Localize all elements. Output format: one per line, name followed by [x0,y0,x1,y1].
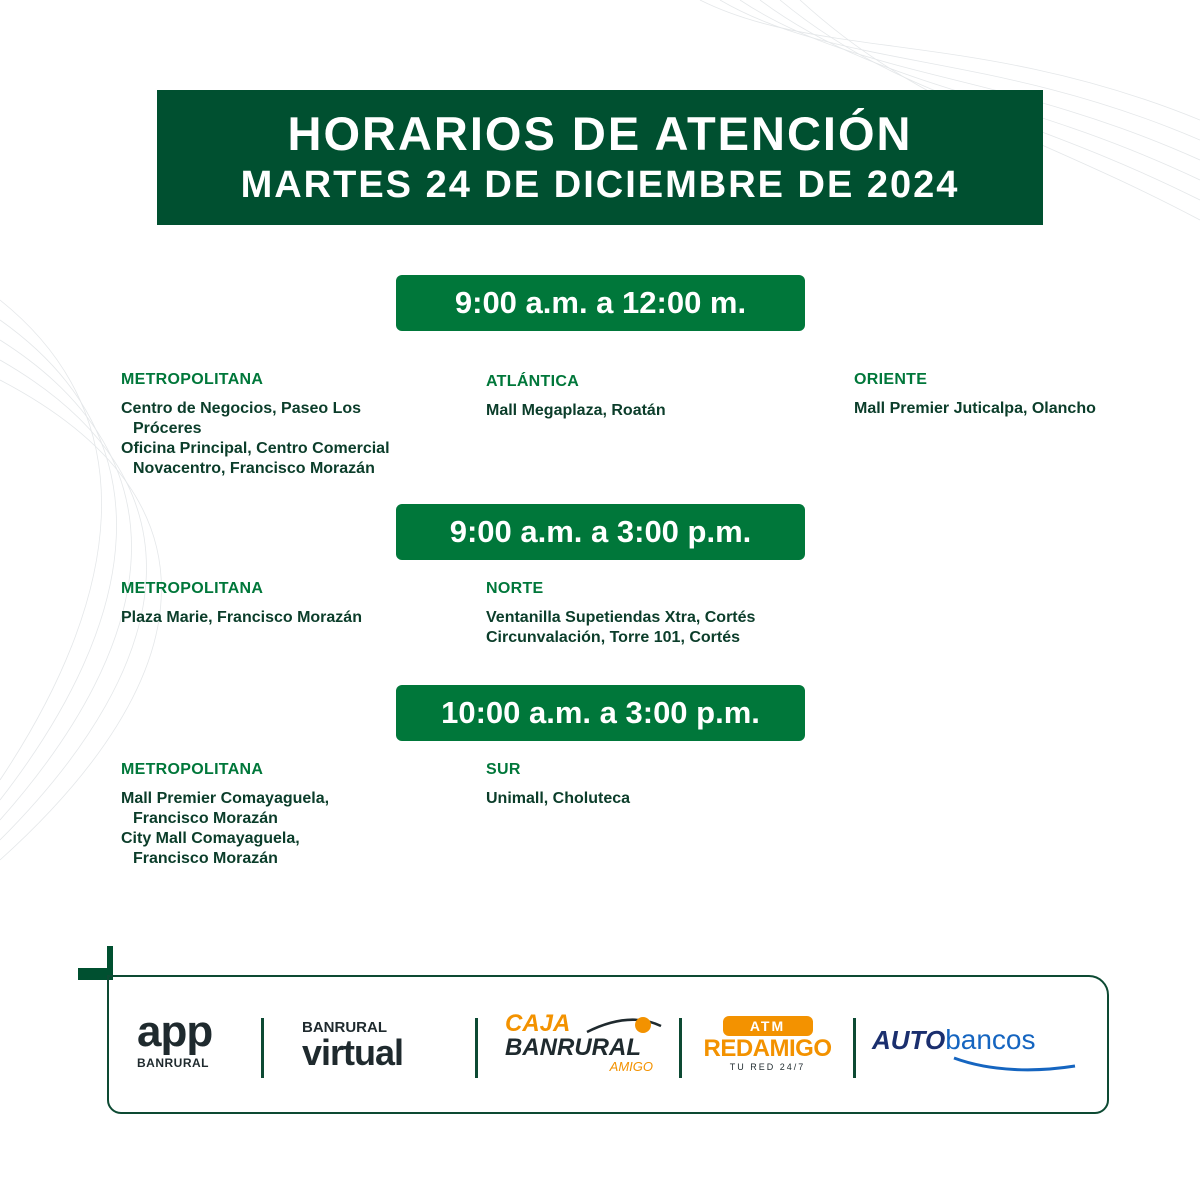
sun-swoosh-icon [585,1014,663,1036]
region-block [121,580,421,628]
banrural-virtual-logo [302,1019,452,1073]
branch-item: Mall Premier Comayaguela, Francisco Morazán [121,790,330,827]
header-title: HORARIOS DE ATENCIÓN [287,107,913,160]
app-banrural-logo [137,1007,237,1078]
region-block [121,761,351,869]
time-pill-3: 10:00 a.m. a 3:00 p.m. [396,685,805,741]
logo-separator [475,1018,478,1078]
caja-logo-sub: AMIGO [609,1059,653,1074]
region-name: NORTE [486,580,544,597]
region-name: METROPOLITANA [121,371,264,388]
region-name: ORIENTE [854,371,928,388]
region-name: METROPOLITANA [121,761,264,778]
region-block [854,371,1174,419]
branch-item: Oficina Principal, Centro Comercial Novacentro, Francisco Morazán [121,440,390,477]
region-name: ATLÁNTICA [486,373,580,390]
branch-item: City Mall Comayaguela, Francisco Morazán [121,830,300,867]
redamigo-sub: TU RED 24/7 [729,1062,806,1072]
region-name: METROPOLITANA [121,580,264,597]
region-block [486,373,816,421]
branch-item: Plaza Marie, Francisco Morazán [121,609,362,626]
logo-separator [261,1018,264,1078]
swoosh-icon [952,1054,1077,1072]
branch-item: Centro de Negocios, Paseo Los Próceres [121,400,362,437]
virtual-logo-top: BANRURAL [302,1019,387,1036]
caja-logo-text: BANRURAL [505,1034,641,1061]
branch-item: Mall Premier Juticalpa, Olancho [854,400,1096,417]
branch-item: Circunvalación, Torre 101, Cortés [486,629,741,646]
redamigo-text: REDAMIGO [703,1035,832,1062]
app-logo-sub: BANRURAL [137,1056,209,1070]
branch-item: Ventanilla Supetiendas Xtra, Cortés [486,609,756,626]
app-logo-text: app [137,1007,213,1056]
autobancos-part2: bancos [945,1024,1036,1055]
atm-badge: ATM [723,1016,813,1036]
branch-item: Mall Megaplaza, Roatán [486,402,666,419]
header-banner [157,90,1043,225]
autobancos-logo [872,1024,1077,1074]
autobancos-part1: AUTO [872,1025,946,1055]
region-block [121,371,421,479]
time-pill-2: 9:00 a.m. a 3:00 p.m. [396,504,805,560]
time-pill-1: 9:00 a.m. a 12:00 m. [396,275,805,331]
region-block [486,580,816,648]
logo-separator [853,1018,856,1078]
region-name: SUR [486,761,521,778]
virtual-logo-text: virtual [302,1032,404,1073]
region-block [486,761,816,809]
atm-redamigo-logo [700,1016,835,1078]
branch-item: Unimall, Choluteca [486,790,631,807]
caja-logo-top: CAJA [505,1010,571,1037]
logo-separator [679,1018,682,1078]
header-date: MARTES 24 DE DICIEMBRE DE 2024 [240,164,960,206]
caja-banrural-amigo-logo [505,1012,665,1078]
